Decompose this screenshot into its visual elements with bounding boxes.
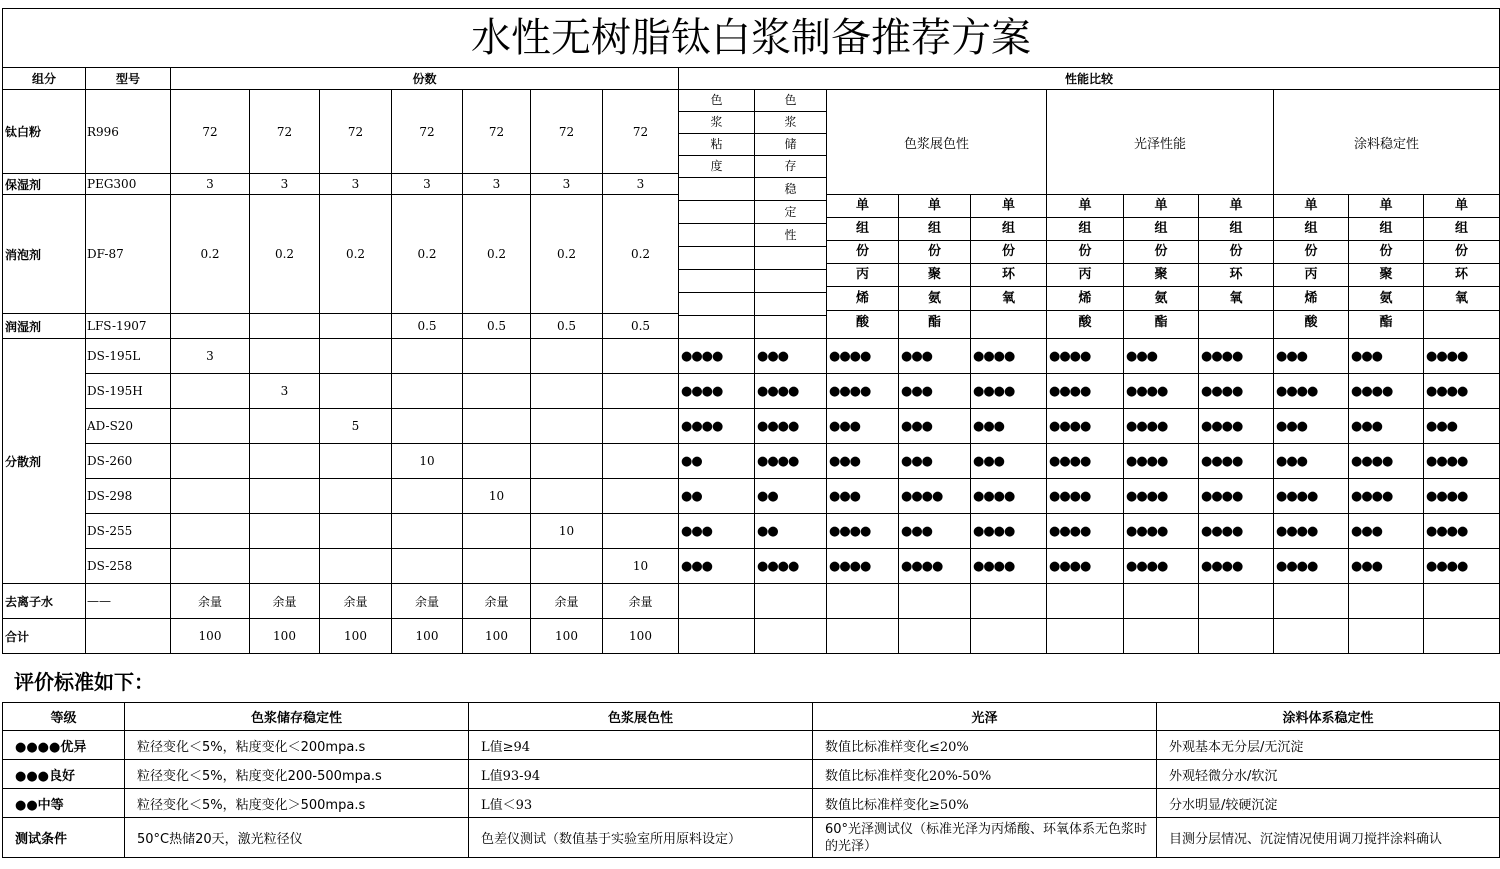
rating-dots: ●●● — [1274, 339, 1349, 374]
parts-cell — [531, 339, 603, 374]
subcol-polyurethane: 单 组 份 聚 氨 酯 — [899, 195, 971, 339]
header-parts: 份数 — [171, 68, 679, 90]
parts-cell — [603, 374, 679, 409]
model-code: LFS-1907 — [86, 314, 171, 339]
subcol-polyurethane: 单 组 份 聚 氨 酯 — [1124, 195, 1199, 339]
evaluation-table — [2, 702, 1500, 858]
rating-dots: ●●●● — [1047, 479, 1124, 514]
parts-cell — [603, 514, 679, 549]
parts-cell: 5 — [320, 409, 392, 444]
parts-cell — [603, 339, 679, 374]
parts-cell — [250, 314, 320, 339]
subcol-epoxy: 单 组 份 环 氧 — [971, 195, 1047, 339]
rating-dots: ●●● — [971, 409, 1047, 444]
parts-cell: 余量 — [250, 584, 320, 619]
parts-cell: 0.2 — [320, 195, 392, 314]
rating-dots: ●●●● — [1199, 374, 1274, 409]
rating-dots: ●● — [679, 479, 755, 514]
row-label: 润湿剂 — [3, 314, 86, 339]
parts-cell — [392, 479, 463, 514]
table-row — [3, 619, 1500, 654]
model-code: DS-260 — [86, 444, 171, 479]
parts-cell — [320, 314, 392, 339]
parts-cell: 72 — [320, 90, 392, 174]
parts-cell: 0.5 — [603, 314, 679, 339]
parts-cell: 3 — [463, 174, 531, 195]
parts-cell: 72 — [392, 90, 463, 174]
viscosity-char: 浆 — [679, 112, 754, 134]
parts-cell: 余量 — [531, 584, 603, 619]
eval-cell: 粒径变化＜5%，粘度变化＞500mpa.s — [125, 789, 469, 818]
model-code: DS-255 — [86, 514, 171, 549]
subcol-acrylic: 单 组 份 丙 烯 酸 — [827, 195, 899, 339]
rating-dots: ●●●● — [1199, 549, 1274, 584]
parts-cell: 100 — [250, 619, 320, 654]
rating-dots: ●●●● — [1047, 374, 1124, 409]
parts-cell — [171, 409, 250, 444]
rating-dots: ●●● — [971, 444, 1047, 479]
rating-dots: ●●●● — [1124, 374, 1199, 409]
parts-cell: 3 — [603, 174, 679, 195]
parts-cell — [531, 479, 603, 514]
rating-dots: ●●●● — [1124, 549, 1199, 584]
rating-dots: ●●●● — [1349, 374, 1424, 409]
rating-dots: ●●●● — [1424, 339, 1500, 374]
rating-dots: ●●● — [1124, 339, 1199, 374]
model-code: PEG300 — [86, 174, 171, 195]
eval-header: 光泽 — [813, 703, 1157, 731]
rating-dots: ●●●● — [1349, 479, 1424, 514]
parts-cell — [320, 339, 392, 374]
subcol-acrylic: 单 组 份 丙 烯 酸 — [1047, 195, 1124, 339]
eval-cell: 外观轻微分水/软沉 — [1157, 760, 1500, 789]
eval-cell: 数值比标准样变化≥50% — [813, 789, 1157, 818]
subcol-epoxy: 单 组 份 环 氧 — [1424, 195, 1500, 339]
parts-cell — [603, 409, 679, 444]
rating-dots: ●●● — [1349, 409, 1424, 444]
eval-cell: 外观基本无分层/无沉淀 — [1157, 731, 1500, 760]
parts-cell — [603, 479, 679, 514]
parts-cell — [392, 549, 463, 584]
eval-row — [3, 789, 1500, 818]
rating-dots: ●●● — [899, 514, 971, 549]
subcol-epoxy: 单 组 份 环 氧 — [1199, 195, 1274, 339]
rating-dots: ●●●● — [971, 339, 1047, 374]
parts-cell: 72 — [531, 90, 603, 174]
parts-cell — [463, 549, 531, 584]
rating-dots: ●●●● — [1047, 549, 1124, 584]
parts-cell — [320, 374, 392, 409]
subcol-acrylic: 单 组 份 丙 烯 酸 — [1274, 195, 1349, 339]
parts-cell — [320, 549, 392, 584]
rating-dots: ●●●● — [1274, 549, 1349, 584]
eval-cell: 粒径变化＜5%，粘度变化200-500mpa.s — [125, 760, 469, 789]
perf-group-color-development: 色浆展色性 — [827, 90, 1047, 195]
parts-cell — [392, 514, 463, 549]
rating-dots: ●● — [679, 444, 755, 479]
model-code: AD-S20 — [86, 409, 171, 444]
rating-dots: ●●● — [1349, 549, 1424, 584]
perf-group-gloss: 光泽性能 — [1047, 90, 1274, 195]
eval-header: 等级 — [3, 703, 125, 731]
parts-cell: 3 — [531, 174, 603, 195]
rating-dots: ●●● — [827, 444, 899, 479]
eval-cell: L值≥94 — [469, 731, 813, 760]
eval-header: 涂料体系稳定性 — [1157, 703, 1500, 731]
eval-header: 色浆储存稳定性 — [125, 703, 469, 731]
table-row — [3, 409, 1500, 444]
rating-dots: ●●●● — [1199, 479, 1274, 514]
table-row — [3, 514, 1500, 549]
eval-cell: L值93-94 — [469, 760, 813, 789]
table-row — [3, 444, 1500, 479]
parts-cell — [603, 444, 679, 479]
parts-cell — [250, 514, 320, 549]
grade-label: ●●中等 — [3, 789, 125, 818]
parts-cell: 3 — [171, 339, 250, 374]
rating-dots: ●●●● — [971, 514, 1047, 549]
model-code — [86, 619, 171, 654]
parts-cell: 10 — [531, 514, 603, 549]
model-code: DS-195L — [86, 339, 171, 374]
table-row — [3, 479, 1500, 514]
rating-dots: ●●●● — [755, 444, 827, 479]
row-label: 钛白粉 — [3, 90, 86, 174]
rating-dots: ●●●● — [755, 549, 827, 584]
row-label: 分散剂 — [3, 339, 86, 584]
rating-dots: ●●● — [1274, 409, 1349, 444]
model-code: DS-258 — [86, 549, 171, 584]
parts-cell: 3 — [320, 174, 392, 195]
eval-header: 色浆展色性 — [469, 703, 813, 731]
grade-label: ●●●良好 — [3, 760, 125, 789]
rating-dots: ●●●● — [827, 514, 899, 549]
parts-cell — [250, 549, 320, 584]
storage-char: 存 — [755, 156, 826, 178]
rating-dots: ●●● — [899, 409, 971, 444]
rating-dots: ●●●● — [971, 479, 1047, 514]
parts-cell: 72 — [171, 90, 250, 174]
parts-cell: 余量 — [463, 584, 531, 619]
grade-label: 测试条件 — [3, 818, 125, 858]
rating-dots: ●●●● — [1199, 339, 1274, 374]
rating-dots: ●●●● — [1124, 409, 1199, 444]
parts-cell — [250, 339, 320, 374]
parts-cell: 余量 — [603, 584, 679, 619]
parts-cell: 100 — [392, 619, 463, 654]
parts-cell — [463, 514, 531, 549]
parts-cell: 100 — [603, 619, 679, 654]
rating-dots: ●●● — [1424, 409, 1500, 444]
rating-dots: ●● — [755, 479, 827, 514]
rating-dots: ●●●● — [1349, 444, 1424, 479]
formulation-table — [2, 8, 1500, 654]
rating-dots: ●●●● — [1047, 339, 1124, 374]
parts-cell: 0.5 — [463, 314, 531, 339]
eval-cell: 数值比标准样变化20%-50% — [813, 760, 1157, 789]
parts-cell: 0.2 — [392, 195, 463, 314]
table-row — [3, 90, 1500, 174]
table-row — [3, 339, 1500, 374]
rating-dots: ●●●● — [755, 374, 827, 409]
parts-cell: 0.2 — [463, 195, 531, 314]
parts-cell — [463, 339, 531, 374]
parts-cell: 0.5 — [392, 314, 463, 339]
rating-dots: ●●●● — [827, 549, 899, 584]
parts-cell — [392, 409, 463, 444]
header-component: 组分 — [3, 68, 86, 90]
evaluation-heading: 评价标准如下： — [14, 670, 154, 694]
storage-header — [755, 90, 827, 339]
rating-dots: ●●●● — [1047, 514, 1124, 549]
rating-dots: ●●● — [679, 514, 755, 549]
rating-dots: ●●●● — [1424, 514, 1500, 549]
parts-cell: 100 — [531, 619, 603, 654]
rating-dots: ●●●● — [1124, 479, 1199, 514]
row-label: 消泡剂 — [3, 195, 86, 314]
table-row — [3, 374, 1500, 409]
rating-dots: ●●●● — [679, 339, 755, 374]
rating-dots: ●●● — [827, 479, 899, 514]
parts-cell — [531, 409, 603, 444]
rating-dots: ●● — [755, 514, 827, 549]
parts-cell — [392, 339, 463, 374]
rating-dots: ●●●● — [971, 549, 1047, 584]
eval-cell: 色差仪测试（数值基于实验室所用原料设定） — [469, 818, 813, 858]
parts-cell — [171, 479, 250, 514]
rating-dots: ●●● — [899, 374, 971, 409]
rating-dots: ●●●● — [1124, 444, 1199, 479]
rating-dots: ●●●● — [1424, 444, 1500, 479]
parts-cell: 3 — [250, 374, 320, 409]
grade-label: ●●●●优异 — [3, 731, 125, 760]
row-label: 合计 — [3, 619, 86, 654]
parts-cell: 100 — [463, 619, 531, 654]
model-code: R996 — [86, 90, 171, 174]
rating-dots: ●●●● — [1199, 409, 1274, 444]
rating-dots: ●●● — [1349, 339, 1424, 374]
rating-dots: ●●●● — [1047, 444, 1124, 479]
parts-cell: 3 — [392, 174, 463, 195]
rating-dots: ●●●● — [1047, 409, 1124, 444]
rating-dots: ●●●● — [1274, 479, 1349, 514]
eval-cell: 60°光泽测试仪（标准光泽为丙烯酸、环氧体系无色浆时的光泽） — [813, 818, 1157, 858]
parts-cell: 72 — [603, 90, 679, 174]
subcol-polyurethane: 单 组 份 聚 氨 酯 — [1349, 195, 1424, 339]
parts-cell: 余量 — [171, 584, 250, 619]
model-code: DF-87 — [86, 195, 171, 314]
rating-dots: ●●●● — [679, 409, 755, 444]
rating-dots: ●●●● — [1199, 514, 1274, 549]
header-performance: 性能比较 — [679, 68, 1500, 90]
eval-cell: 50°C热储20天，激光粒径仪 — [125, 818, 469, 858]
storage-char: 稳 — [755, 178, 826, 201]
eval-cell: 分水明显/较硬沉淀 — [1157, 789, 1500, 818]
table-row — [3, 584, 1500, 619]
perf-group-paint-stability: 涂料稳定性 — [1274, 90, 1500, 195]
storage-char: 浆 — [755, 112, 826, 134]
row-label: 保湿剂 — [3, 174, 86, 195]
parts-cell: 0.5 — [531, 314, 603, 339]
parts-cell: 余量 — [392, 584, 463, 619]
rating-dots: ●●●● — [1274, 514, 1349, 549]
parts-cell — [463, 374, 531, 409]
parts-cell: 3 — [250, 174, 320, 195]
parts-cell — [171, 444, 250, 479]
parts-cell — [531, 374, 603, 409]
parts-cell — [320, 514, 392, 549]
rating-dots: ●●●● — [1274, 374, 1349, 409]
model-code: DS-195H — [86, 374, 171, 409]
parts-cell: 0.2 — [603, 195, 679, 314]
parts-cell — [320, 479, 392, 514]
parts-cell — [320, 444, 392, 479]
eval-row — [3, 818, 1500, 858]
rating-dots: ●●●● — [899, 549, 971, 584]
viscosity-char: 色 — [679, 90, 754, 112]
rating-dots: ●●●● — [827, 339, 899, 374]
eval-cell: 数值比标准样变化≤20% — [813, 731, 1157, 760]
header-model: 型号 — [86, 68, 171, 90]
eval-cell: 目测分层情况、沉淀情况使用调刀搅拌涂料确认 — [1157, 818, 1500, 858]
parts-cell: 100 — [171, 619, 250, 654]
rating-dots: ●●● — [827, 409, 899, 444]
rating-dots: ●●●● — [1199, 444, 1274, 479]
parts-cell: 10 — [463, 479, 531, 514]
eval-row — [3, 760, 1500, 789]
rating-dots: ●●●● — [971, 374, 1047, 409]
parts-cell: 72 — [250, 90, 320, 174]
table-row — [3, 549, 1500, 584]
parts-cell: 10 — [392, 444, 463, 479]
parts-cell — [250, 409, 320, 444]
rating-dots: ●●● — [679, 549, 755, 584]
rating-dots: ●●●● — [899, 479, 971, 514]
parts-cell: 10 — [603, 549, 679, 584]
row-label: 去离子水 — [3, 584, 86, 619]
rating-dots: ●●● — [755, 339, 827, 374]
model-code: DS-298 — [86, 479, 171, 514]
storage-char: 性 — [755, 224, 826, 247]
rating-dots: ●●●● — [827, 374, 899, 409]
rating-dots: ●●●● — [755, 409, 827, 444]
rating-dots: ●●●● — [1424, 374, 1500, 409]
eval-cell: L值＜93 — [469, 789, 813, 818]
eval-cell: 粒径变化＜5%，粘度变化＜200mpa.s — [125, 731, 469, 760]
rating-dots: ●●● — [1349, 514, 1424, 549]
rating-dots: ●●● — [899, 339, 971, 374]
storage-char: 储 — [755, 134, 826, 156]
parts-cell: 余量 — [320, 584, 392, 619]
parts-cell: 72 — [463, 90, 531, 174]
parts-cell — [171, 549, 250, 584]
viscosity-char: 度 — [679, 156, 754, 178]
rating-dots: ●●●● — [1424, 549, 1500, 584]
parts-cell: 100 — [320, 619, 392, 654]
viscosity-header — [679, 90, 755, 339]
parts-cell — [531, 444, 603, 479]
rating-dots: ●●●● — [1124, 514, 1199, 549]
viscosity-char: 粘 — [679, 134, 754, 156]
parts-cell — [171, 514, 250, 549]
parts-cell: 0.2 — [250, 195, 320, 314]
parts-cell — [463, 409, 531, 444]
storage-char: 定 — [755, 201, 826, 224]
rating-dots: ●●● — [899, 444, 971, 479]
page-title: 水性无树脂钛白浆制备推荐方案 — [3, 9, 1500, 68]
model-code: —— — [86, 584, 171, 619]
eval-row — [3, 731, 1500, 760]
rating-dots: ●●●● — [1424, 479, 1500, 514]
storage-char: 色 — [755, 90, 826, 112]
parts-cell: 3 — [171, 174, 250, 195]
parts-cell — [531, 549, 603, 584]
parts-cell: 0.2 — [171, 195, 250, 314]
parts-cell — [250, 444, 320, 479]
rating-dots: ●●●● — [679, 374, 755, 409]
rating-dots: ●●● — [1274, 444, 1349, 479]
parts-cell: 0.2 — [531, 195, 603, 314]
parts-cell — [392, 374, 463, 409]
parts-cell — [250, 479, 320, 514]
parts-cell — [171, 374, 250, 409]
parts-cell — [171, 314, 250, 339]
parts-cell — [463, 444, 531, 479]
